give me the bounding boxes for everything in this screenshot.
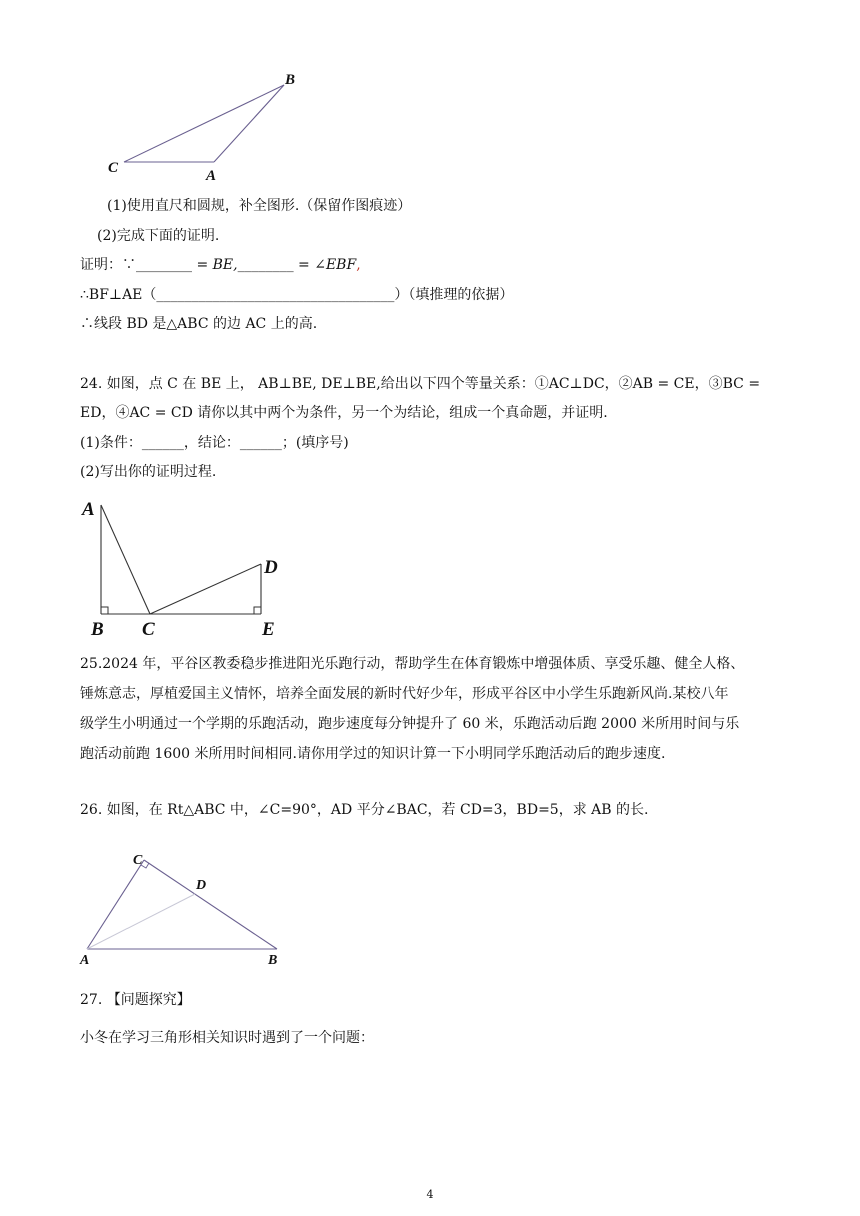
proof-blank-1[interactable]: ________ <box>136 257 192 273</box>
q23-part1: (1)使用直尺和圆规，补全图形.（保留作图痕迹） <box>107 198 412 214</box>
reason-blank[interactable]: __________________________________ <box>156 287 395 303</box>
segment-cb <box>144 860 277 949</box>
q25-line-1: 25.2024 年，平谷区教委稳步推进阳光乐跑行动，帮助学生在体育锻炼中增强体质、享受乐趣、健全人格、 <box>80 656 745 672</box>
q23-conclusion: ∴线段 BD 是△ABC 的边 AC 上的高. <box>80 316 318 332</box>
figure-triangle-cab <box>100 64 320 188</box>
q23-therefore-line <box>80 285 513 305</box>
label-c: C <box>142 619 155 640</box>
segment-ca <box>87 860 144 949</box>
label-a: A <box>82 499 95 520</box>
right-angle-mark-b <box>101 607 108 614</box>
proof-blank-2[interactable]: ________ <box>237 257 294 273</box>
proof-equation-2: = ∠EBF <box>293 257 357 273</box>
therefore-prefix: ∴BF⊥AE（ <box>80 287 157 303</box>
q23-part2: (2)完成下面的证明. <box>97 228 220 244</box>
q27-title: 27. 【问题探究】 <box>80 992 191 1008</box>
label-a: A <box>206 168 217 184</box>
segment-cd <box>150 564 261 614</box>
label-b: B <box>91 619 104 640</box>
page-number: 4 <box>426 1188 434 1201</box>
label-c: C <box>108 160 119 176</box>
segment-cb <box>124 85 284 162</box>
q25-line-3: 级学生小明通过一个学期的乐跑活动，跑步速度每分钟提升了 60 米，乐跑活动后跑 2000 米所用时间与乐 <box>80 716 740 732</box>
q24-line-4: (2)写出你的证明过程. <box>80 464 217 480</box>
right-angle-mark-e <box>254 607 261 614</box>
figure-abcde <box>78 495 298 645</box>
q26-line-1: 26. 如图，在 Rt△ABC 中，∠C=90°，AD 平分∠BAC，若 CD=3，BD=5，求 AB 的长. <box>80 802 649 818</box>
q25-line-4: 跑活动前跑 1600 米所用时间相同.请你用学过的知识计算一下小明同学乐跑活动后的跑步速度. <box>80 746 666 762</box>
proof-comma: , <box>356 257 361 273</box>
label-e: E <box>262 619 275 640</box>
q24-line-3: (1)条件：______，结论：______；(填序号) <box>80 435 349 451</box>
label-b: B <box>268 953 278 968</box>
segment-ad <box>87 894 195 949</box>
q25-line-2: 锤炼意志，厚植爱国主义情怀，培养全面发展的新时代好少年，形成平谷区中小学生乐跑新风尚.某校八年 <box>80 686 729 702</box>
reason-hint: ）（填推理的依据） <box>394 287 514 303</box>
q24-line-2: ED，④AC = CD 请你以其中两个为条件，另一个为结论，组成一个真命题，并证明. <box>80 405 608 421</box>
segment-ab <box>214 85 284 162</box>
segment-ac <box>101 505 150 614</box>
label-c: C <box>133 853 143 868</box>
q24-line-1: 24. 如图，点 C 在 BE 上， AB⊥BE, DE⊥BE,给出以下四个等量关系：①AC⊥DC，②AB = CE，③BC = <box>80 376 761 392</box>
q23-proof-line <box>80 255 361 275</box>
label-d: D <box>264 557 278 578</box>
proof-prefix: 证明：∵ <box>80 257 136 273</box>
proof-equation-1: = BE, <box>192 257 238 273</box>
label-d: D <box>196 878 207 893</box>
label-b: B <box>285 72 296 88</box>
q27-line-1: 小冬在学习三角形相关知识时遇到了一个问题： <box>80 1030 374 1046</box>
figure-right-triangle-abc <box>76 846 296 971</box>
label-a: A <box>80 953 90 968</box>
